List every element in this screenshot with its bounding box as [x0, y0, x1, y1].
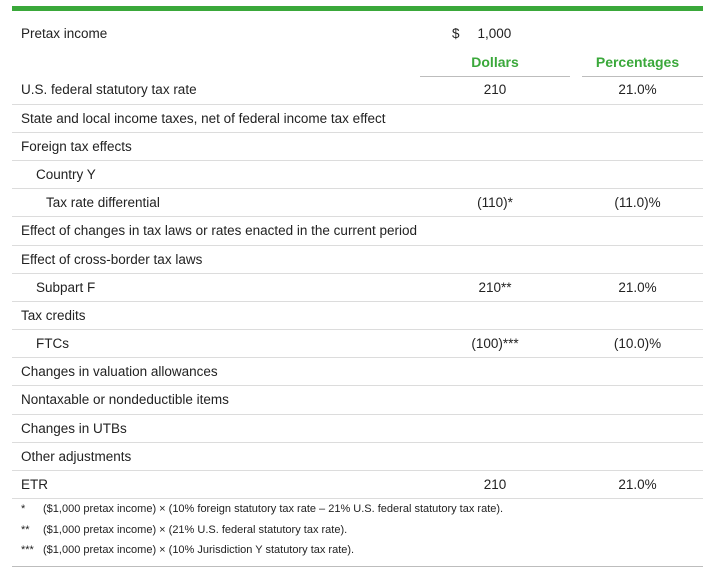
row-label: Changes in UTBs [21, 420, 127, 436]
top-accent-bar [12, 6, 703, 11]
row-percentage: 21.0% [618, 477, 657, 492]
table-row [12, 161, 703, 189]
footnote-text: ($1,000 pretax income) × (21% U.S. federal statutory tax rate). [43, 523, 348, 536]
row-label: State and local income taxes, net of federal income tax effect [21, 110, 386, 126]
row-label: U.S. federal statutory tax rate [21, 82, 197, 98]
table-row [12, 415, 703, 443]
table-row [12, 386, 703, 414]
row-percentage: 21.0% [618, 279, 657, 295]
row-dollars: 210** [478, 279, 512, 295]
footnote-text: ($1,000 pretax income) × (10% Jurisdiction Y statutory tax rate). [43, 544, 355, 556]
row-label: ETR [21, 477, 48, 492]
table-row [12, 246, 703, 274]
row-label: Country Y [36, 166, 96, 182]
pretax-amount: 1,000 [477, 26, 512, 41]
table-row [12, 133, 703, 161]
pretax-income-value [452, 20, 511, 48]
footnote [12, 499, 703, 520]
table-row [12, 274, 703, 302]
row-label: FTCs [36, 336, 69, 352]
row-percentage: 21.0% [618, 82, 657, 98]
table-row [12, 189, 703, 217]
row-label: Effect of cross-border tax laws [21, 251, 203, 267]
etr-row [12, 471, 703, 499]
row-label: Other adjustments [21, 448, 132, 464]
pretax-currency: $ [452, 26, 460, 41]
row-percentage: (11.0)% [614, 195, 661, 211]
row-dollars: 210 [483, 82, 507, 98]
row-label: Tax credits [21, 307, 86, 323]
footnote [12, 520, 703, 541]
footnote [12, 540, 703, 561]
footnote-mark: *** [21, 544, 34, 556]
footnotes [12, 499, 703, 567]
table-row [12, 302, 703, 330]
row-label: Effect of changes in tax laws or rates enacted in the current period [21, 223, 417, 239]
dollars-column-header: Dollars [471, 54, 519, 71]
row-label: Foreign tax effects [21, 138, 132, 154]
table-row [12, 358, 703, 386]
row-label: Subpart F [36, 279, 96, 295]
row-percentage: (10.0)% [613, 336, 662, 352]
pretax-income-row [12, 20, 703, 48]
row-dollars: (110)* [477, 195, 513, 211]
table-row [12, 217, 703, 245]
table-row [12, 443, 703, 471]
row-label: Nontaxable or nondeductible items [21, 392, 229, 408]
table-row [12, 330, 703, 358]
footnote-text: ($1,000 pretax income) × (10% foreign statutory tax rate – 21% U.S. federal statutory tax rate). [43, 503, 504, 515]
footnote-mark: * [21, 503, 26, 515]
pretax-income-label: Pretax income [21, 26, 108, 41]
table-row [12, 105, 703, 133]
percentages-column-header: Percentages [595, 54, 680, 71]
row-dollars: (100)*** [471, 336, 519, 352]
table-row [12, 76, 703, 104]
column-header-row [12, 48, 703, 76]
tax-rate-reconciliation-table [12, 20, 703, 499]
footnote-mark: ** [21, 523, 30, 536]
row-label: Changes in valuation allowances [21, 364, 218, 380]
row-label: Tax rate differential [46, 195, 160, 211]
row-dollars: 210 [483, 477, 507, 492]
